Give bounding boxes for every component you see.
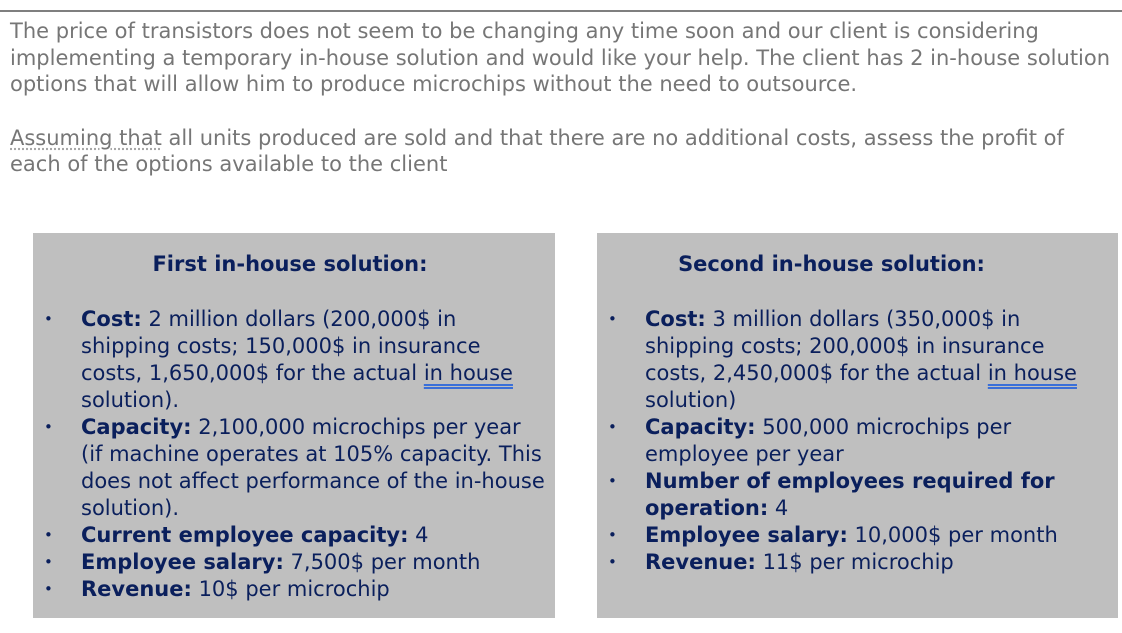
capacity-label: Capacity:: [645, 415, 756, 439]
revenue-text: 10$ per microchip: [191, 577, 390, 601]
cost-text: 3 million dollars (350,000$ in shipping costs; 200,000$ in insurance costs, 2,450,000$ for the actual: [645, 307, 1045, 385]
salary-label: Employee salary:: [81, 550, 284, 574]
capacity-label: Capacity:: [81, 415, 192, 439]
top-divider: [0, 10, 1122, 12]
bullet-icon: •: [44, 526, 53, 544]
salary-text: 10,000$ per month: [847, 523, 1058, 547]
revenue-label: Revenue:: [81, 577, 192, 601]
bullet-icon: •: [608, 310, 617, 328]
cost-text-end: solution): [645, 388, 737, 412]
intro-paragraph-2-rest: all units produced are sold and that there are no additional costs, assess the profit of each of the options available to the client: [10, 125, 1064, 176]
first-revenue-item: [33, 576, 555, 603]
capacity-text: 2,100,000 microchips per year (if machine operates at 105% capacity. This does not affect performance of the in-house solution).: [81, 415, 545, 520]
employees-text: 4: [408, 523, 429, 547]
first-employees-item: [33, 522, 555, 549]
second-solution-list: [597, 306, 1118, 576]
cost-text: 2 million dollars (200,000$ in shipping costs; 150,000$ in insurance costs, 1,650,000$ for the actual: [81, 307, 481, 385]
bullet-icon: •: [44, 310, 53, 328]
first-solution-panel: [33, 233, 555, 618]
bullet-icon: •: [44, 580, 53, 598]
spellcheck-phrase: Assuming that: [10, 125, 162, 150]
revenue-label: Revenue:: [645, 550, 756, 574]
bullet-icon: •: [608, 472, 617, 490]
bullet-icon: •: [608, 526, 617, 544]
first-capacity-item: [33, 414, 555, 522]
first-solution-title: First in-house solution:: [152, 252, 428, 276]
first-salary-item: [33, 549, 555, 576]
second-revenue-item: [597, 549, 1118, 576]
second-salary-item: [597, 522, 1118, 549]
first-solution-list: [33, 306, 555, 603]
bullet-icon: •: [44, 553, 53, 571]
employees-text: 4: [768, 496, 789, 520]
salary-label: Employee salary:: [645, 523, 848, 547]
salary-text: 7,500$ per month: [283, 550, 481, 574]
second-solution-title: Second in-house solution:: [678, 252, 985, 276]
cost-label: Cost:: [81, 307, 142, 331]
intro-paragraph-1: The price of transistors does not seem to be changing any time soon and our client is considering implementing a temporary in-house solution and would like your help. The client has 2 in-house solution options that will allow him to produce microchips without the need to outsource.: [10, 19, 1111, 96]
cost-text-end: solution).: [81, 388, 180, 412]
intro-paragraph-2: [10, 125, 1115, 178]
revenue-text: 11$ per microchip: [755, 550, 954, 574]
employees-label: Number of employees required for operation:: [645, 469, 1055, 520]
second-employees-item: [597, 468, 1118, 522]
cost-label: Cost:: [645, 307, 706, 331]
capacity-text: 500,000 microchips per employee per year: [645, 415, 1012, 466]
in-house-underlined: in house: [423, 361, 513, 385]
second-cost-item: [597, 306, 1118, 414]
second-solution-panel: [597, 233, 1118, 618]
bullet-icon: •: [608, 553, 617, 571]
bullet-icon: •: [44, 418, 53, 436]
second-capacity-item: [597, 414, 1118, 468]
in-house-underlined: in house: [987, 361, 1077, 385]
bullet-icon: •: [608, 418, 617, 436]
intro-text: [10, 18, 1115, 178]
employees-label: Current employee capacity:: [81, 523, 409, 547]
first-cost-item: [33, 306, 555, 414]
